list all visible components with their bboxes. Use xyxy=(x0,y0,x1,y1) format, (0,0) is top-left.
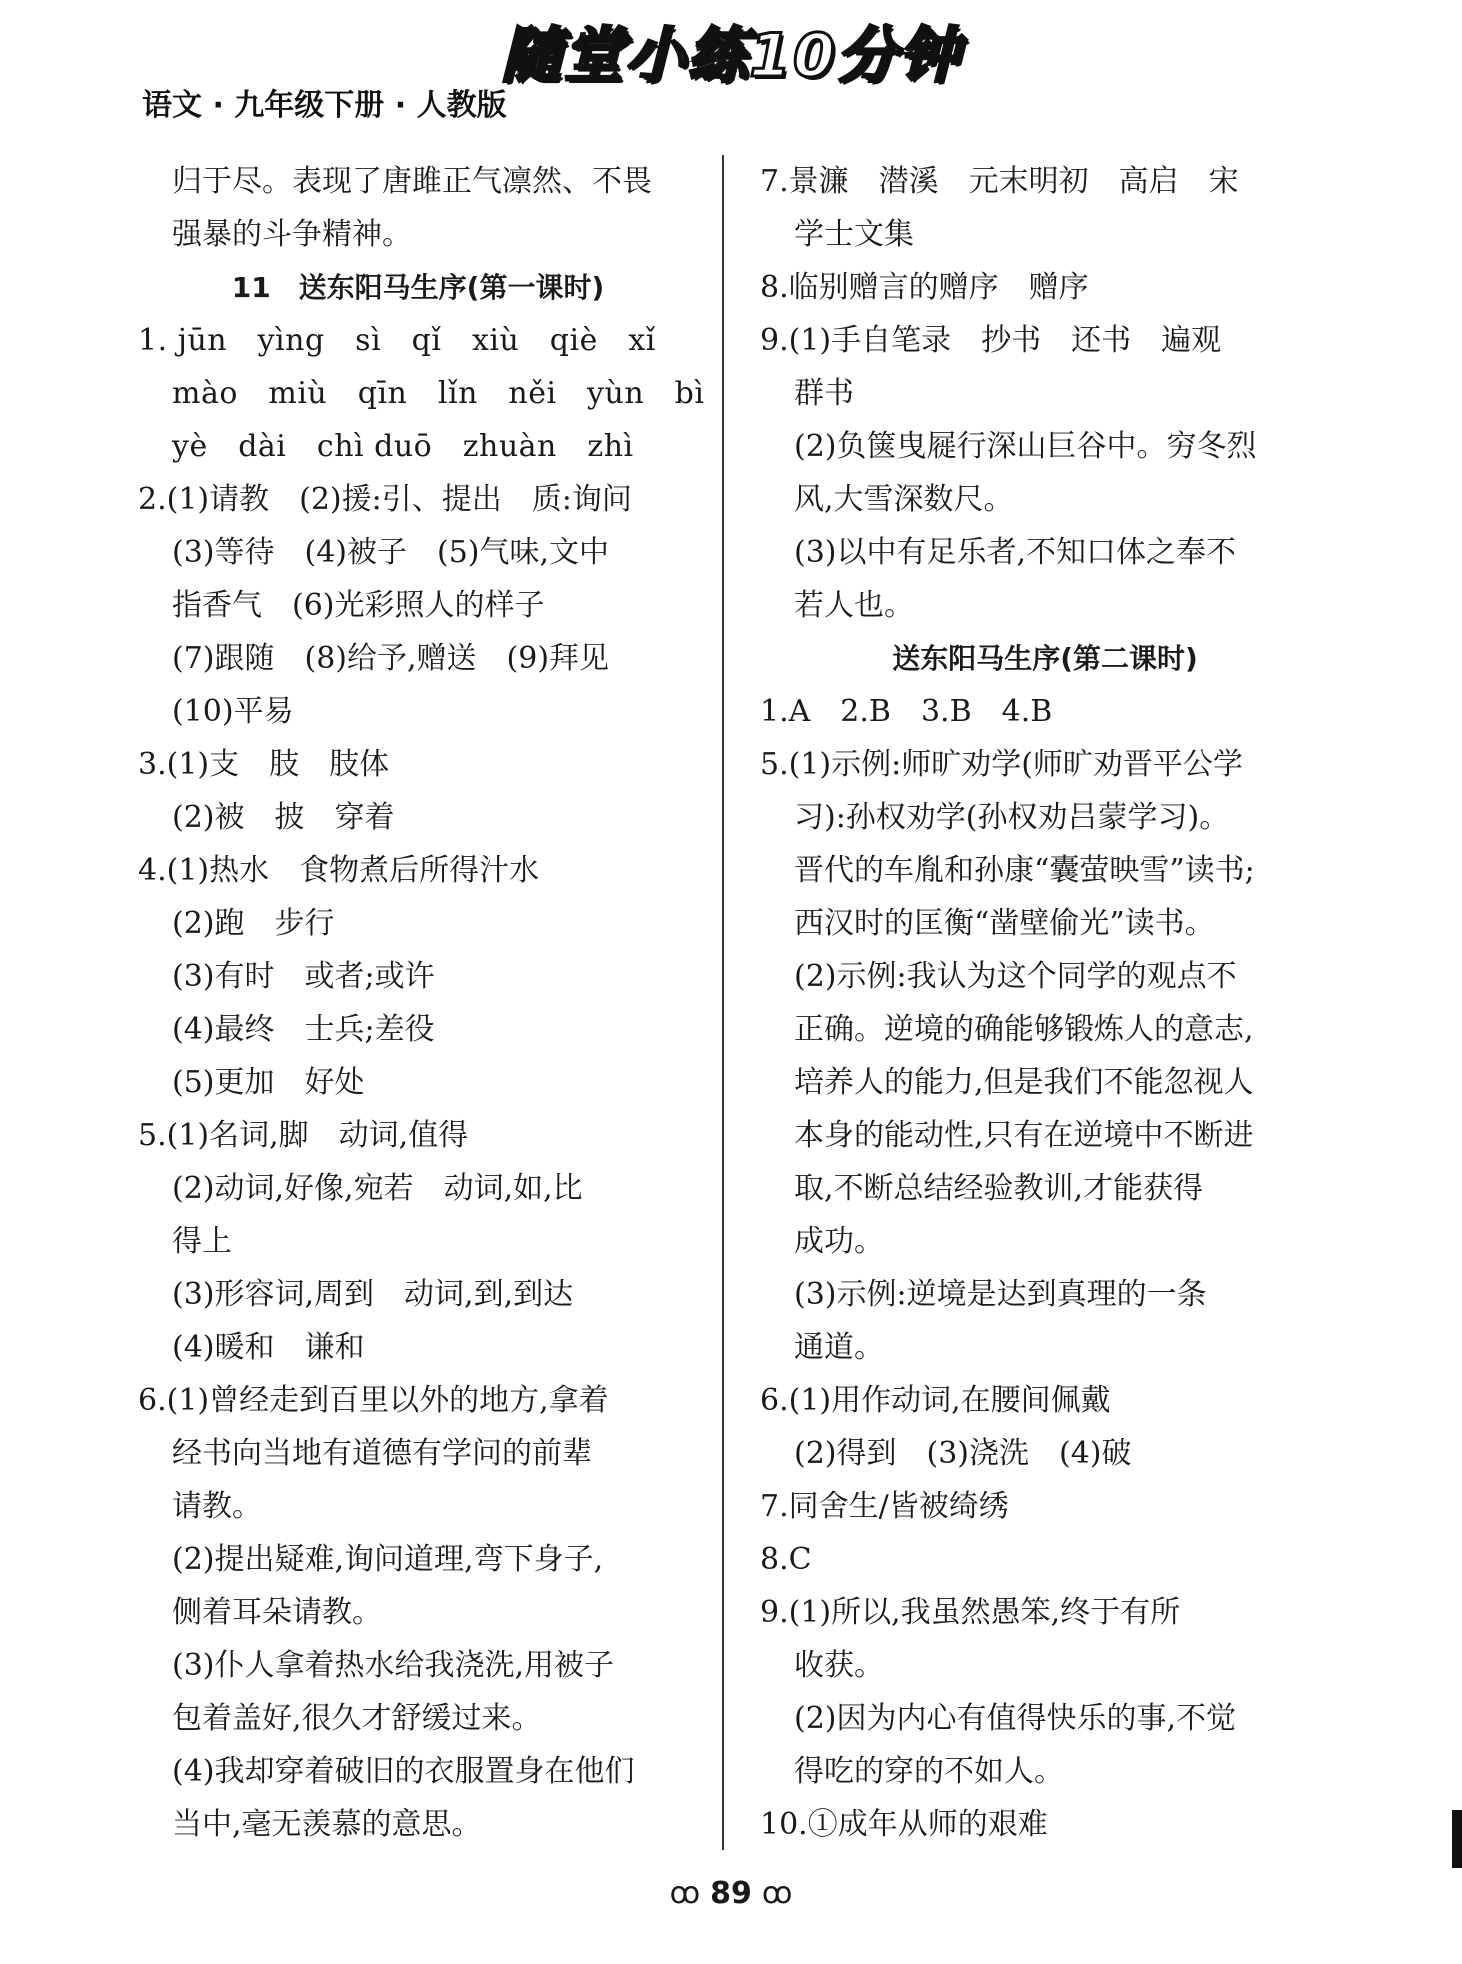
answer-line: 1. jūn yìng sì qǐ xiù qiè xǐ xyxy=(138,323,656,358)
right-ornament-icon: ꝏ xyxy=(761,1876,793,1911)
answer-line: 群书 xyxy=(794,376,854,411)
answer-line: (2)示例:我认为这个同学的观点不 xyxy=(794,959,1237,994)
answer-line: 9.(1)所以,我虽然愚笨,终于有所 xyxy=(760,1595,1181,1630)
answer-line: 6.(1)曾经走到百里以外的地方,拿着 xyxy=(138,1383,609,1418)
header-subtitle: 语文 · 九年级下册 · 人教版 xyxy=(142,88,507,123)
right-column xyxy=(760,155,1330,1851)
section-title: 送东阳马生序(第二课时) xyxy=(892,642,1198,675)
answer-line: (2)被 披 穿着 xyxy=(172,800,395,835)
answer-line: (4)暖和 谦和 xyxy=(172,1330,365,1365)
answer-line: (2)因为内心有值得快乐的事,不觉 xyxy=(794,1701,1237,1736)
answer-line: 若人也。 xyxy=(794,588,914,623)
answer-line: 侧着耳朵请教。 xyxy=(172,1595,382,1630)
left-column xyxy=(138,155,705,1851)
answer-line: 请教。 xyxy=(172,1489,262,1524)
answer-line: (7)跟随 (8)给予,赠送 (9)拜见 xyxy=(172,641,610,676)
answer-line: 5.(1)名词,脚 动词,值得 xyxy=(138,1118,469,1153)
answer-line: mào miù qīn lǐn něi yùn bì xyxy=(172,376,705,411)
answer-line: 9.(1)手自笔录 抄书 还书 遍观 xyxy=(760,323,1222,358)
answer-line: (3)以中有足乐者,不知口体之奉不 xyxy=(794,535,1237,570)
page-number: 89 xyxy=(710,1876,752,1911)
answer-line: (5)更加 好处 xyxy=(172,1065,365,1100)
answer-line: 本身的能动性,只有在逆境中不断进 xyxy=(794,1118,1254,1153)
column-divider xyxy=(722,155,724,1850)
answer-line: 晋代的车胤和孙康“囊萤映雪”读书; xyxy=(794,853,1255,888)
answer-line: 西汉时的匡衡“凿壁偷光”读书。 xyxy=(794,906,1215,941)
answer-line: yè dài chì duō zhuàn zhì xyxy=(172,429,634,464)
answer-line: (3)示例:逆境是达到真理的一条 xyxy=(794,1277,1207,1312)
answer-line: 正确。逆境的确能够锻炼人的意志, xyxy=(794,1012,1254,1047)
answer-line: 归于尽。表现了唐雎正气凛然、不畏 xyxy=(172,164,652,199)
answer-line: 2.(1)请教 (2)援:引、提出 质:询问 xyxy=(138,482,632,517)
section-title: 11 送东阳马生序(第一课时) xyxy=(231,271,605,304)
edge-tab-marker xyxy=(1452,1810,1462,1868)
answer-line: 7.景濂 潜溪 元末明初 高启 宋 xyxy=(760,164,1239,199)
answer-line: 10.①成年从师的艰难 xyxy=(760,1807,1048,1842)
answer-line: 3.(1)支 肢 肢体 xyxy=(138,747,390,782)
page-footer xyxy=(0,1876,1462,1911)
answer-line: (3)仆人拿着热水给我浇洗,用被子 xyxy=(172,1648,615,1683)
answer-line: (4)最终 士兵;差役 xyxy=(172,1012,435,1047)
left-ornament-icon: ꝏ xyxy=(669,1876,701,1911)
answer-line: 取,不断总结经验教训,才能获得 xyxy=(794,1171,1204,1206)
answer-line: 成功。 xyxy=(794,1224,884,1259)
answer-line: 当中,毫无羡慕的意思。 xyxy=(172,1807,482,1842)
answer-line: 1.A 2.B 3.B 4.B xyxy=(760,694,1053,729)
header-title: 随堂小练10分钟 xyxy=(501,21,961,91)
answer-line: 学士文集 xyxy=(794,217,914,252)
answer-line: 4.(1)热水 食物煮后所得汁水 xyxy=(138,853,540,888)
answer-line: 经书向当地有道德有学问的前辈 xyxy=(172,1436,592,1471)
answer-line: 得吃的穿的不如人。 xyxy=(794,1754,1064,1789)
answer-line: (10)平易 xyxy=(172,694,294,729)
answer-line: 8.临别赠言的赠序 赠序 xyxy=(760,270,1089,305)
answer-line: (3)形容词,周到 动词,到,到达 xyxy=(172,1277,574,1312)
answer-line: 7.同舍生/皆被绮绣 xyxy=(760,1489,1009,1524)
answer-line: (2)动词,好像,宛若 动词,如,比 xyxy=(172,1171,583,1206)
answer-line: 指香气 (6)光彩照人的样子 xyxy=(172,588,545,623)
answer-line: 5.(1)示例:师旷劝学(师旷劝晋平公学 xyxy=(760,747,1243,782)
answer-line: (2)得到 (3)浇洗 (4)破 xyxy=(794,1436,1132,1471)
answer-line: (2)负箧曳屣行深山巨谷中。穷冬烈 xyxy=(794,429,1257,464)
answer-line: 得上 xyxy=(172,1224,232,1259)
answer-line: 强暴的斗争精神。 xyxy=(172,217,412,252)
answer-line: 风,大雪深数尺。 xyxy=(794,482,1014,517)
answer-line: (2)提出疑难,询问道理,弯下身子, xyxy=(172,1542,604,1577)
answer-line: (4)我却穿着破旧的衣服置身在他们 xyxy=(172,1754,635,1789)
answer-line: (3)等待 (4)被子 (5)气味,文中 xyxy=(172,535,610,570)
answer-line: 8.C xyxy=(760,1542,812,1577)
answer-line: 包着盖好,很久才舒缓过来。 xyxy=(172,1701,542,1736)
answer-line: 通道。 xyxy=(794,1330,884,1365)
answer-line: 6.(1)用作动词,在腰间佩戴 xyxy=(760,1383,1111,1418)
answer-line: 收获。 xyxy=(794,1648,884,1683)
answer-line: (2)跑 步行 xyxy=(172,906,335,941)
answer-line: 习):孙权劝学(孙权劝吕蒙学习)。 xyxy=(794,800,1230,835)
answer-line: 培养人的能力,但是我们不能忽视人 xyxy=(794,1065,1254,1100)
answer-line: (3)有时 或者;或许 xyxy=(172,959,435,994)
